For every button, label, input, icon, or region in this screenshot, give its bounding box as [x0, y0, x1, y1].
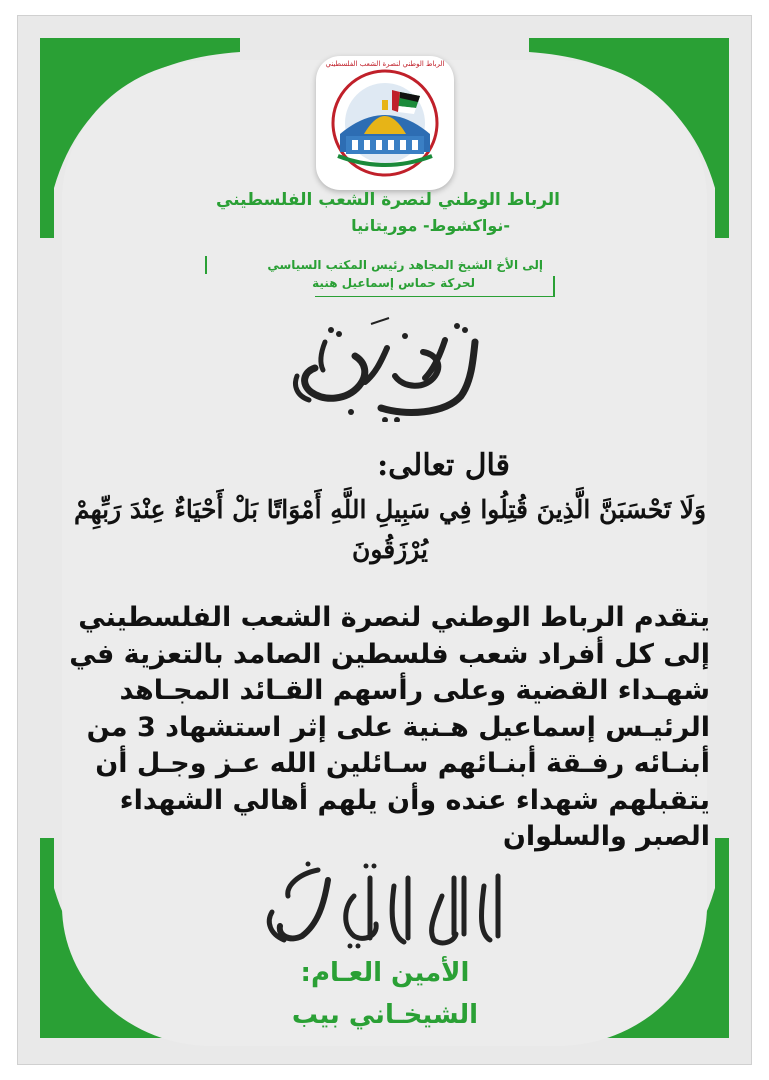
logo-ring-text: الرباط الوطني لنصرة الشعب الفلسطيني — [325, 60, 445, 68]
organization-logo — [316, 56, 454, 190]
organization-name: الرباط الوطني لنصرة الشعب الفلسطيني — [215, 190, 560, 210]
message-line: أبنـائه رفـقة أبنـائهم سـائلين الله عـز وجـل أن — [95, 748, 710, 779]
addressee-left-bar — [205, 256, 207, 274]
dome-of-the-rock-icon — [316, 56, 454, 190]
signatory-name: الشيخـاني بيب — [291, 1000, 479, 1030]
addressee-underline — [315, 296, 555, 297]
addressee-line-2: لحركة حماس إسماعيل هنية — [312, 276, 475, 290]
condolence-title-calligraphy — [285, 312, 495, 422]
message-line: يتقدم الرباط الوطني لنصرة الشعب الفلسطيني — [78, 602, 710, 633]
message-line: الصبر والسلوان — [502, 821, 710, 852]
message-line: شهـداء القضية وعلى رأسهم القـائد المجـاهد — [119, 675, 710, 706]
quran-verse: وَلَا تَحْسَبَنَّ الَّذِينَ قُتِلُوا فِي سَبِيلِ اللَّهِ أَمْوَاتًا بَلْ أَحْيَاءٌ عِنْدَ رَبِّهِمْ يُرْزَقُونَ — [73, 495, 707, 564]
message-line: إلى كل أفراد شعب فلسطين الصامد بالتعزية في — [69, 638, 710, 670]
addressee-line-1: إلى الأخ الشيخ المجاهد رئيس المكتب السياسي — [267, 258, 543, 272]
closing-calligraphy — [258, 856, 514, 952]
message-line: الرئيـس إسماعيل هـنية على إثر استشهاد 3 من — [86, 711, 710, 743]
verse-intro: قال تعالى: — [377, 448, 510, 483]
addressee-right-bar — [553, 276, 555, 296]
signatory-title: الأمين العـام: — [300, 958, 470, 988]
addressee-block — [205, 254, 555, 298]
condolence-message — [60, 600, 710, 856]
message-line: يتقبلهم شهداء عنده وأن يلهم أهالي الشهداء — [119, 784, 710, 816]
organization-city: -نواكشوط- موريتانيا — [351, 216, 510, 235]
